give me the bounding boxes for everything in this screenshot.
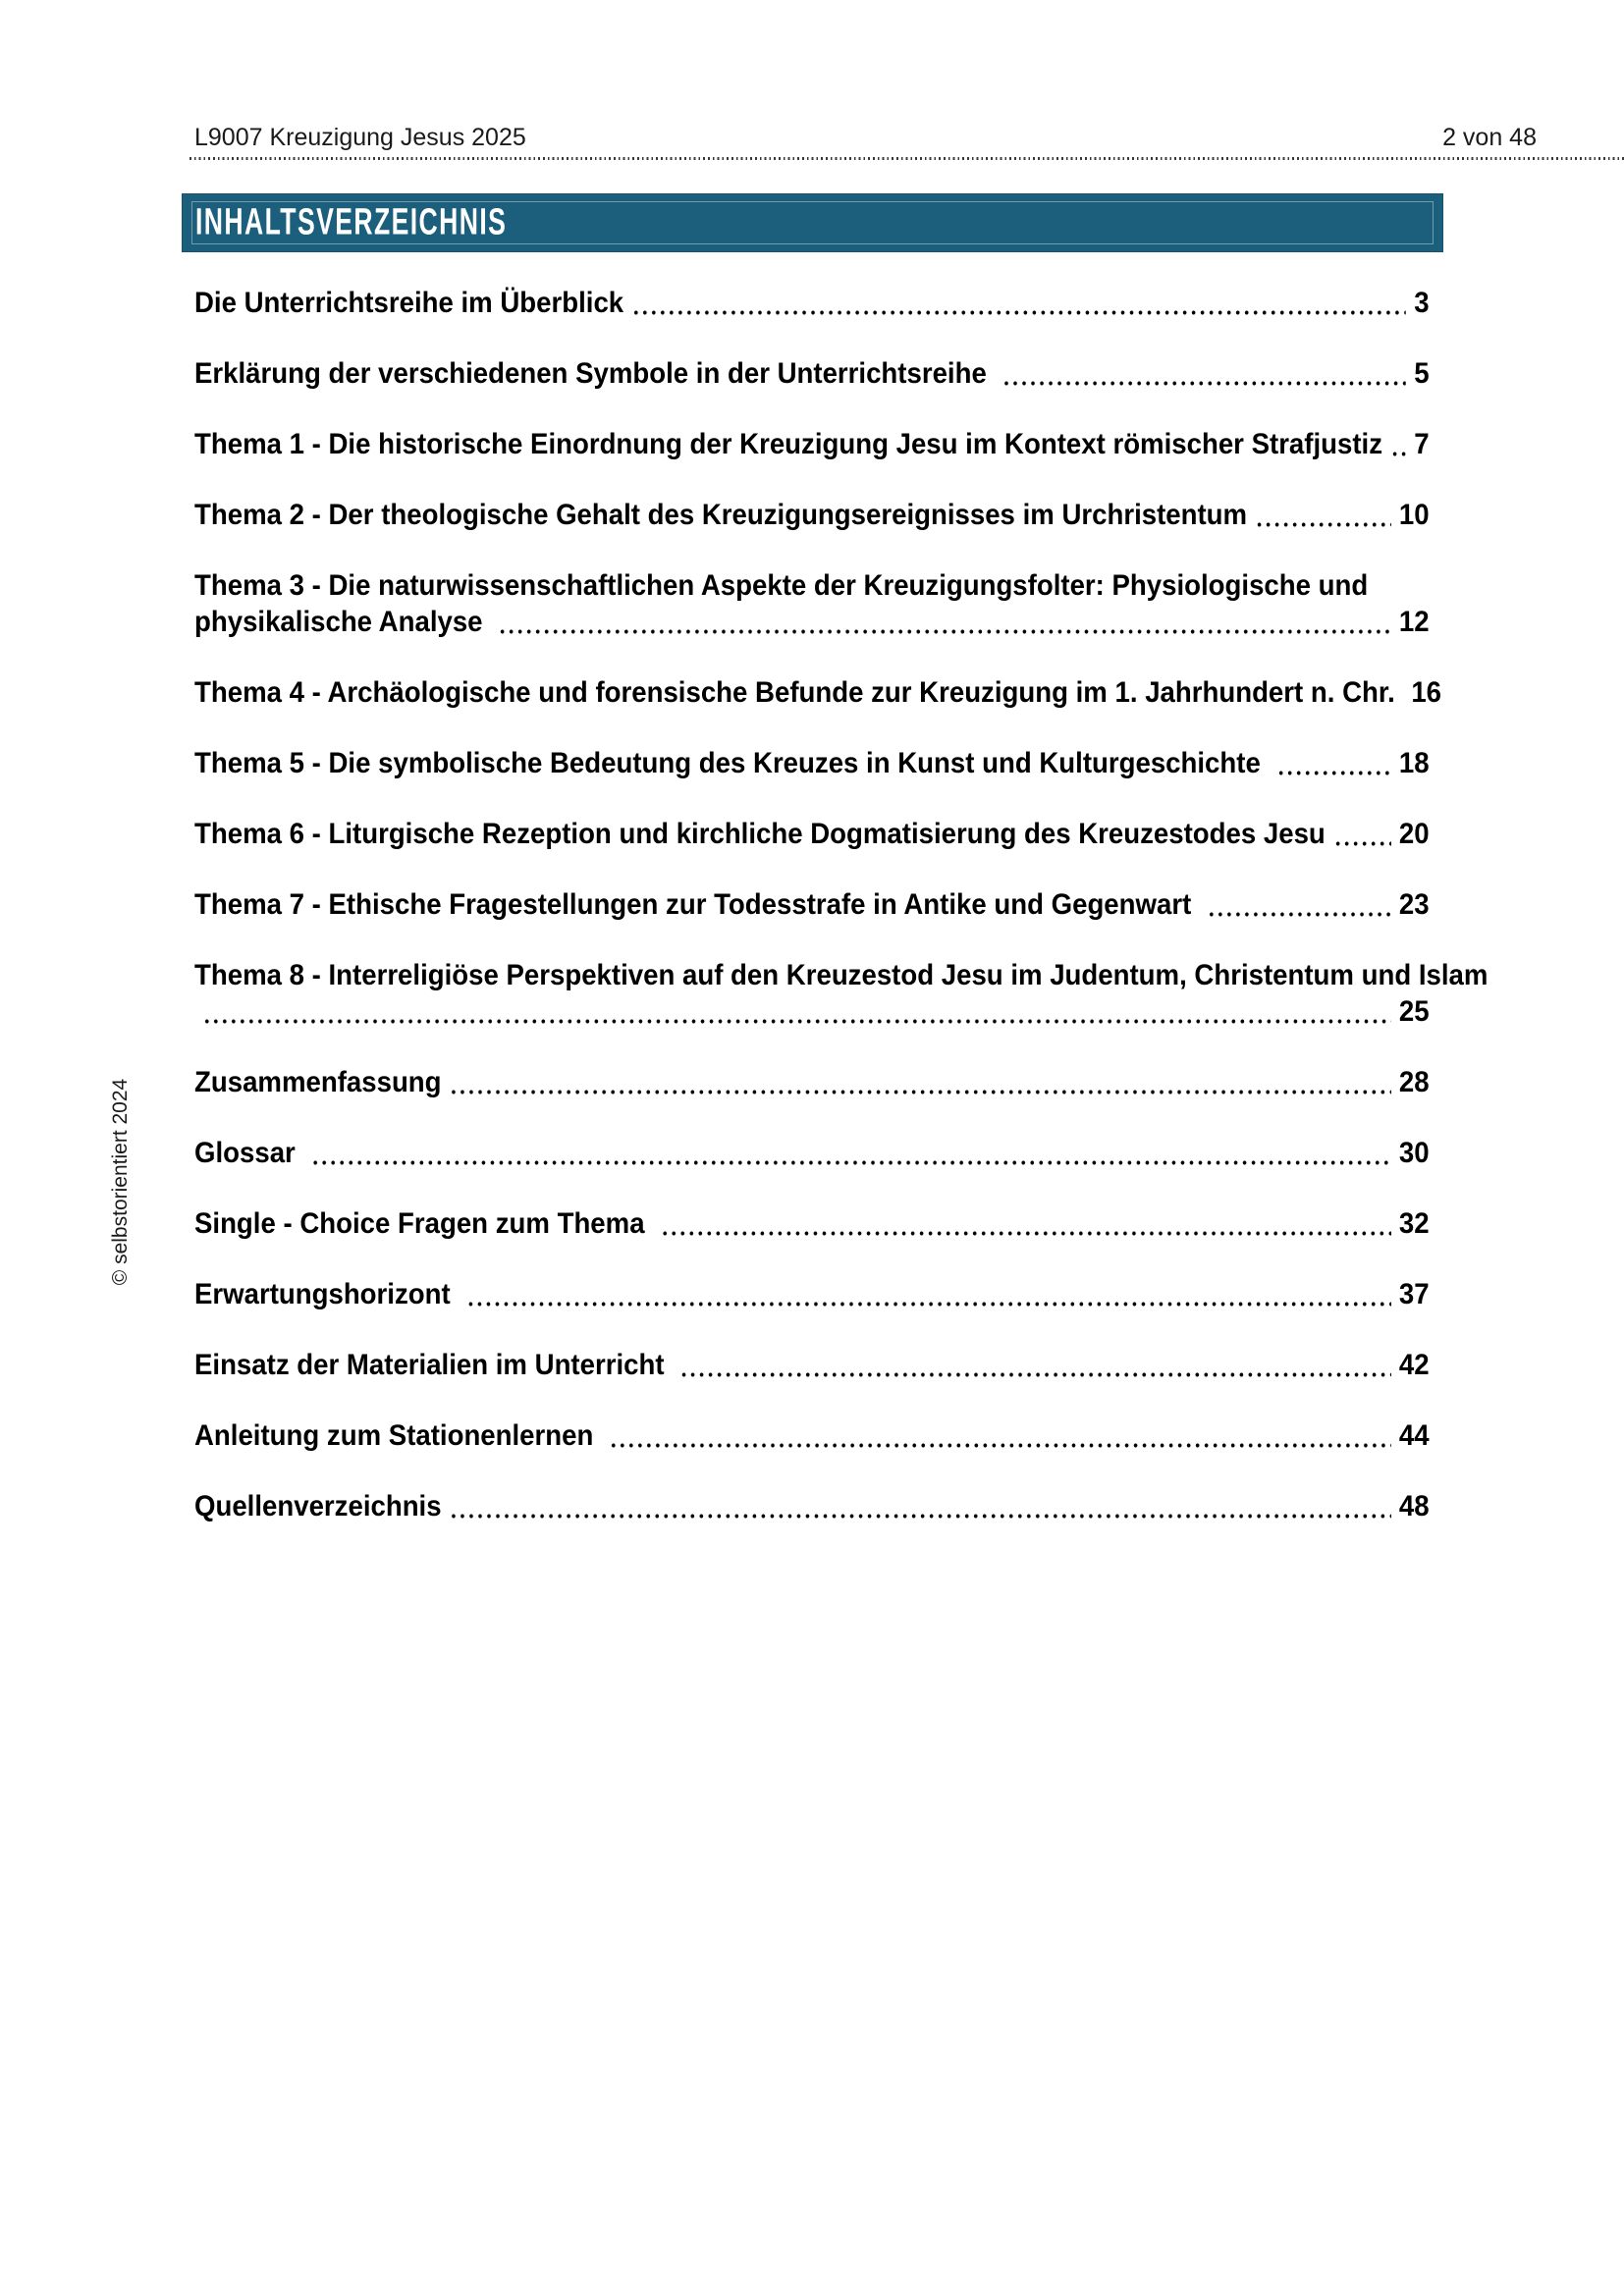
toc-entry: [194, 285, 1430, 321]
toc-line: [194, 1135, 1430, 1171]
toc-item-title: Thema 4 - Archäologische und forensische Befunde zur Kreuzigung im 1. Jahrhundert n. Chr.: [194, 676, 1395, 709]
section-title: INHALTSVERZEICHNIS: [195, 201, 508, 243]
toc-page-number: 32: [1398, 1207, 1430, 1240]
toc-entry: [194, 1135, 1430, 1171]
table-of-contents: [194, 285, 1489, 1559]
toc-line: [194, 1205, 1430, 1242]
toc-line: [194, 285, 1430, 321]
toc-page-number: 28: [1398, 1066, 1430, 1098]
toc-line: [194, 355, 1430, 392]
toc-dot-leader: [660, 1205, 1390, 1242]
toc-dot-leader: [1333, 816, 1391, 852]
toc-page-number: 20: [1398, 818, 1430, 850]
toc-page-number: 12: [1398, 606, 1430, 638]
toc-dot-leader: [609, 1417, 1390, 1454]
toc-entry: [194, 1347, 1430, 1383]
toc-page-number: 25: [1398, 995, 1430, 1028]
toc-item-title: Single - Choice Fragen zum Thema: [194, 1207, 653, 1240]
header-doc-code: L9007 Kreuzigung Jesus 2025: [194, 124, 526, 151]
toc-page-number: 42: [1398, 1349, 1430, 1381]
toc-entry: [194, 674, 1442, 711]
toc-entry: [194, 497, 1430, 533]
header-page-indicator: 2 von 48: [1442, 124, 1537, 151]
toc-line: [194, 745, 1430, 781]
toc-entry: [194, 426, 1430, 462]
toc-item-title: Thema 6 - Liturgische Rezeption und kirchliche Dogmatisierung des Kreuzestodes Jesu: [194, 818, 1326, 850]
toc-page-number: 5: [1414, 357, 1430, 390]
toc-page-number: 16: [1411, 676, 1442, 709]
toc-line: [194, 1276, 1430, 1312]
toc-entry: [194, 816, 1430, 852]
toc-page-number: 44: [1398, 1419, 1430, 1452]
toc-entry: [194, 957, 1489, 1030]
toc-line: [194, 1488, 1430, 1524]
toc-page-number: 23: [1398, 888, 1430, 921]
toc-line: [194, 1064, 1430, 1100]
toc-dot-leader: [466, 1276, 1391, 1312]
toc-item-title: physikalische Analyse: [194, 606, 491, 638]
section-title-bar: [182, 193, 1443, 252]
toc-dot-leader: [450, 1488, 1391, 1524]
toc-item-title: Einsatz der Materialien im Unterricht: [194, 1349, 673, 1381]
toc-item-title: Anleitung zum Stationenlernen: [194, 1419, 602, 1452]
toc-item-title: Quellenverzeichnis: [194, 1490, 442, 1522]
toc-dot-leader: [679, 1347, 1390, 1383]
toc-line: [194, 957, 1489, 993]
toc-line: [194, 886, 1430, 923]
toc-dot-leader: [1390, 426, 1406, 462]
toc-item-title: Thema 8 - Interreligiöse Perspektiven auf den Kreuzestod Jesu im Judentum, Christentum und Islam: [194, 959, 1489, 991]
toc-item-title: Glossar: [194, 1137, 303, 1169]
toc-line: [194, 1417, 1430, 1454]
toc-item-title: Thema 7 - Ethische Fragestellungen zur Todesstrafe in Antike und Gegenwart: [194, 888, 1199, 921]
toc-item-title: Thema 3 - Die naturwissenschaftlichen Aspekte der Kreuzigungsfolter: Physiologische und: [194, 569, 1369, 602]
toc-dot-leader: [498, 604, 1390, 640]
toc-item-title: Thema 2 - Der theologische Gehalt des Kreuzigungsereignisses im Urchristentum: [194, 499, 1248, 531]
copyright-note: © selbstorientiert 2024: [109, 1078, 132, 1286]
toc-entry: [194, 567, 1430, 640]
toc-dot-leader: [1255, 497, 1390, 533]
toc-line: [194, 497, 1430, 533]
toc-dot-leader: [202, 993, 1390, 1030]
toc-item-title: Erwartungshorizont: [194, 1278, 459, 1310]
toc-item-title: Erklärung der verschiedenen Symbole in der Unterrichtsreihe: [194, 357, 995, 390]
toc-page-number: 3: [1414, 287, 1430, 319]
header-divider: [189, 157, 1624, 160]
toc-line: [194, 993, 1430, 1030]
toc-dot-leader: [1276, 745, 1391, 781]
toc-line: [194, 816, 1430, 852]
toc-dot-leader: [631, 285, 1406, 321]
toc-line: [194, 426, 1430, 462]
toc-entry: [194, 1488, 1430, 1524]
toc-item-title: Thema 1 - Die historische Einordnung der Kreuzigung Jesu im Kontext römischer Strafjustiz: [194, 428, 1383, 460]
toc-page-number: 18: [1398, 747, 1430, 779]
toc-entry: [194, 355, 1430, 392]
toc-dot-leader: [450, 1064, 1391, 1100]
toc-line: [194, 604, 1430, 640]
toc-dot-leader: [1002, 355, 1406, 392]
toc-page-number: 48: [1398, 1490, 1430, 1522]
toc-page-number: 30: [1398, 1137, 1430, 1169]
toc-page-number: 7: [1414, 428, 1430, 460]
toc-entry: [194, 886, 1430, 923]
toc-entry: [194, 1417, 1430, 1454]
toc-line: [194, 674, 1442, 711]
toc-item-title: Zusammenfassung: [194, 1066, 442, 1098]
toc-line: [194, 1347, 1430, 1383]
toc-item-title: Die Unterrichtsreihe im Überblick: [194, 287, 624, 319]
toc-dot-leader: [311, 1135, 1391, 1171]
toc-entry: [194, 1064, 1430, 1100]
toc-entry: [194, 1205, 1430, 1242]
toc-entry: [194, 745, 1430, 781]
toc-dot-leader: [1207, 886, 1390, 923]
toc-page-number: 10: [1398, 499, 1430, 531]
toc-item-title: Thema 5 - Die symbolische Bedeutung des Kreuzes in Kunst und Kulturgeschichte: [194, 747, 1269, 779]
toc-line: [194, 567, 1430, 604]
toc-entry: [194, 1276, 1430, 1312]
toc-page-number: 37: [1398, 1278, 1430, 1310]
